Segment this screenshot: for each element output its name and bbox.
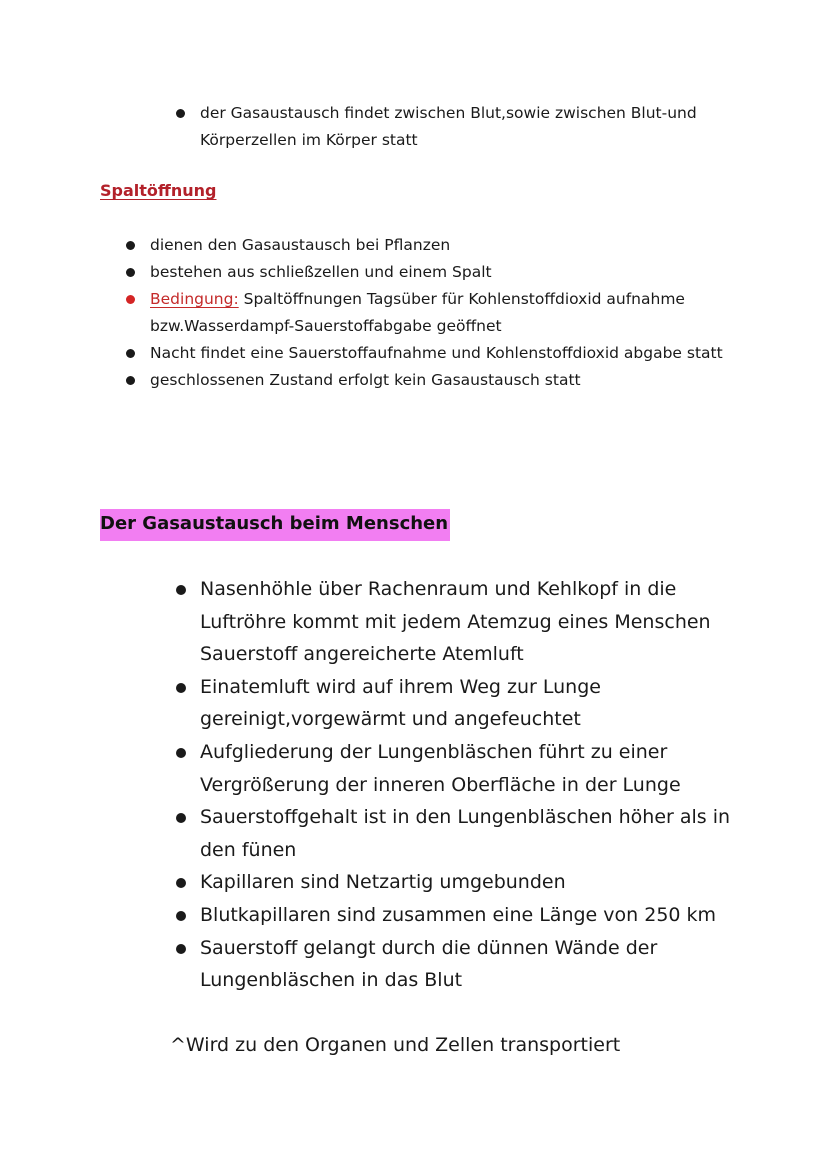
list-item-text: Aufgliederung der Lungenbläschen führt zu einer Vergrößerung der inneren Oberfläche in der Lunge	[200, 740, 681, 796]
list-item-text: Sauerstoffgehalt ist in den Lungenbläschen höher als in den fünen	[200, 806, 731, 861]
list-item	[200, 899, 760, 932]
bullet-dot-icon	[176, 683, 186, 693]
mensch-bullet-list	[200, 573, 760, 997]
list-item	[150, 232, 750, 259]
bullet-dot-icon	[176, 109, 185, 118]
list-item-text: dienen den Gasaustausch bei Pflanzen	[150, 236, 451, 254]
bullet-dot-icon	[176, 748, 186, 758]
list-item-text: Einatemluft wird auf ihrem Weg zur Lunge gereinigt,vorgewärmt und angefeuchtet	[200, 675, 601, 731]
bullet-dot-icon	[176, 911, 186, 921]
list-item-text: Sauerstoff gelangt durch die dünnen Wände der Lungenbläschen in das Blut	[200, 936, 658, 992]
bullet-dot-icon	[126, 268, 135, 277]
list-item	[200, 801, 760, 866]
bedingung-label: Bedingung:	[150, 290, 239, 308]
list-item	[200, 100, 740, 154]
list-item	[150, 367, 750, 394]
top-bullet-list	[200, 100, 740, 154]
list-item-text: Kapillaren sind Netzartig umgebunden	[200, 871, 566, 894]
list-item-text: Nacht findet eine Sauerstoffaufnahme und Kohlenstoffdioxid abgabe statt	[150, 344, 723, 362]
bullet-dot-red-icon	[126, 295, 135, 304]
bullet-dot-icon	[126, 241, 135, 250]
list-item-text: Spaltöffnungen Tagsüber für Kohlenstoffdioxid aufnahme bzw.Wasserdampf-Sauerstoffabgabe geöffnet	[150, 290, 685, 335]
list-item-text: bestehen aus schließzellen und einem Spalt	[150, 263, 492, 281]
list-item	[200, 736, 760, 801]
list-item	[200, 866, 760, 899]
bullet-dot-icon	[126, 349, 135, 358]
section-heading-spaltoeffnung: Spaltöffnung	[100, 181, 217, 200]
list-item	[200, 671, 760, 736]
list-item	[150, 259, 750, 286]
section-heading-menschen: Der Gasaustausch beim Menschen	[100, 509, 450, 541]
bullet-dot-icon	[176, 813, 186, 823]
list-item	[200, 573, 760, 671]
list-item-text: Blutkapillaren sind zusammen eine Länge von 250 km	[200, 903, 717, 926]
list-item	[150, 340, 750, 367]
spalt-bullet-list	[150, 232, 750, 394]
bullet-dot-icon	[176, 878, 186, 888]
list-item-text: Nasenhöhle über Rachenraum und Kehlkopf in die Luftröhre kommt mit jedem Atemzug eines Menschen Sauerstoff angereicherte Atemluft	[200, 578, 711, 666]
bullet-dot-icon	[176, 944, 186, 954]
transport-note: ^Wird zu den Organen und Zellen transportiert	[170, 1034, 621, 1056]
list-item-text: der Gasaustausch findet zwischen Blut,sowie zwischen Blut-und Körperzellen im Körper statt	[200, 104, 697, 149]
list-item	[200, 932, 760, 997]
list-item	[150, 286, 750, 340]
list-item-text: geschlossenen Zustand erfolgt kein Gasaustausch statt	[150, 371, 581, 389]
bullet-dot-icon	[126, 376, 135, 385]
bullet-dot-icon	[176, 585, 186, 595]
